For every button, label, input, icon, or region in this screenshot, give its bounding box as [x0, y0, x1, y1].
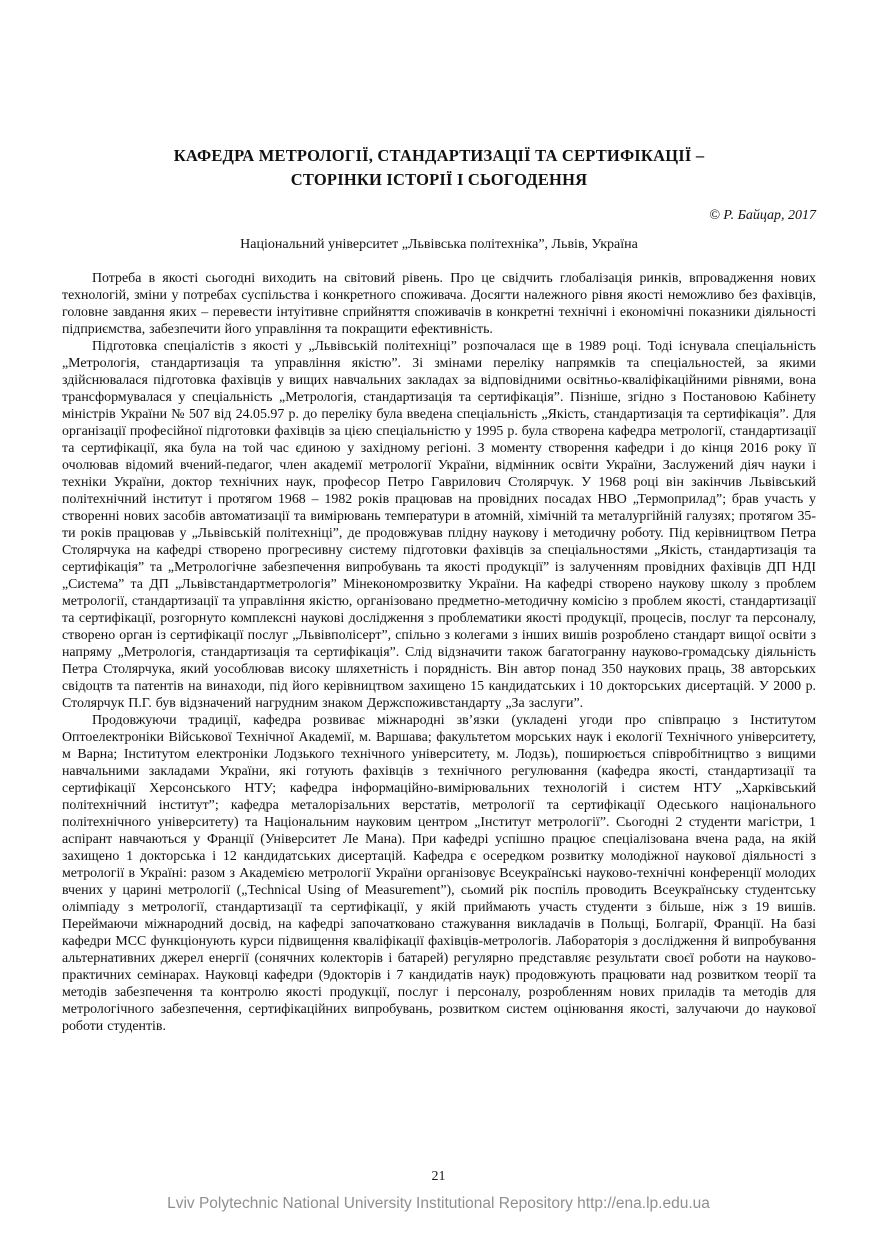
- paragraph-history: Підготовка спеціалістів з якості у „Львівській політехніці” розпочалася ще в 1989 році. Тоді існувала спеціальність „Метрологія, стандартизація та управління якістю”. Зі змінами переліку напрямків та спеціальностей, за якими здійснювалася підготовка фахівців у вищих навчальних закладах за відповідними освітньо-кваліфікаційними рівнями, вона трансформувалася у спеціальність „Метрологія, стандартизація та сертифікація”. Пізніше, згідно з Постановою Кабінету міністрів України № 507 від 24.05.97 р. до переліку була введена спеціальність „Якість, стандартизація та сертифікація”. Для організації професійної підготовки фахівців за цією спеціальністю у 1995 р. була створена кафедра метрології, стандартизації та сертифікації, яка була на той час єдиною у західному регіоні. З моменту створення кафедри і до кінця 2016 року її очолював відомий вчений-педагог, член академії метрології України, відмінник освіти України, Заслужений діяч науки і техніки України, доктор технічних наук, професор Петро Гаврилович Столярчук. У 1968 році він закінчив Львівський політехнічний інститут і протягом 1968 – 1982 років працював на провідних посадах НВО „Термоприлад”; брав участь у створенні нових засобів автоматизації та вимірювань температури в атомній, хімічній та металургійній галузях; протягом 35-ти років працював у „Львівській політехніці”, де продовжував плідну наукову і методичну роботу. Під керівництвом Петра Столярчука на кафедрі створено прогресивну систему підготовки фахівців за спеціальностями „Якість, стандартизація та сертифікація” та „Метрологічне забезпечення випробувань та якості продукції” із залученням провідних фахівців ДП НДІ „Система” та ДП „Львівстандартметрологія” Мінекономрозвитку України. На кафедрі створено наукову школу з проблем метрології, стандартизації та управління якістю, організовано предметно-методичну комісію з проблем якості, стандартизації та сертифікації, розгорнуто комплексні наукові дослідження з проблематики якості продукції, процесів, послуг та персоналу, створено орган із сертифікації послуг „Львівполісерт”, спільно з колегами з інших вишів розроблено стандарт вищої освіти з напряму „Метрологія, стандартизація та сертифікація”. Слід відзначити також багатогранну науково-громадську діяльність Петра Столярчука, який уособлював високу шляхетність і порядність. Він автор понад 350 наукових праць, 38 авторських свідоцтв та патентів на винаходи, під його керівництвом захищено 15 кандидатських і 10 докторських дисертацій. У 2000 р. Столярчук П.Г. був відзначений нагрудним знаком Держспоживстандарту „За заслуги”.: [62, 339, 816, 711]
- copyright-line: © Р. Байцар, 2017: [709, 208, 816, 223]
- page-title: [62, 144, 816, 192]
- affiliation-line: Національний університет „Львівська політехніка”, Львів, Україна: [240, 237, 638, 252]
- repository-footer: Lviv Polytechnic National University Institutional Repository http://ena.lp.edu.ua: [167, 1195, 710, 1212]
- article-body: [62, 270, 816, 1035]
- title-line-1: КАФЕДРА МЕТРОЛОГІЇ, СТАНДАРТИЗАЦІЇ ТА СЕРТИФІКАЦІЇ –: [173, 146, 705, 165]
- paragraph-intro: Потреба в якості сьогодні виходить на світовий рівень. Про це свідчить глобалізація ринків, впровадження нових технологій, зміни у потребах суспільства і конкретного споживача. Досягти належного рівня якості неможливо без фахівців, головне завдання яких – перевести інтуітивне сприйняття споживачів в конкретні технічні і економічні показники діяльності підприємства, забезпечити його управління та покращити ефективність.: [62, 271, 816, 337]
- paragraph-present: Продовжуючи традиції, кафедра розвиває міжнародні зв’язки (укладені угоди про співпрацю з Інститутом Оптоелектроніки Військової Технічної Академії, м. Варшава; факультетом морських наук і екології Технічного університету, м Варна; Інститутом електроніки Лодзького технічного університету, м. Лодзь), поширюється співробітництво з вищими навчальними закладами України, які готують фахівців з технічного регулювання (кафедра якості, стандартизації та сертифікації Херсонського НТУ; кафедра інформаційно-вимірювальних технологій і систем НТУ „Харківський політехнічний інститут”; кафедра металорізальних верстатів, метрології та сертифікації Одеського національного політехнічного університету) та Національним науковим центром „Інститут метрології”. Сьогодні 2 студенти магістри, 1 аспірант навчаються у Франції (Університет Ле Мана). При кафедрі успішно працює спеціалізована вчена рада, на якій захищено 1 докторська і 12 кандидатських дисертацій. Кафедра є осередком розвитку молодіжної наукової діяльності з метрології в Україні: разом з Академією метрології України організовує Всеукраїнські науково-технічні конференції молодих вчених у царині метрології („Technical Using of Measurement”), сьомий рік поспіль проводить Всеукраїнську студентську олімпіаду з метрології, стандартизації та сертифікації, у якій приймають участь студенти з більше, ніж з 19 вишів. Переймаючи міжнародний досвід, на кафедрі започатковано стажування викладачів в Польщі, Болгарії, Франції. На базі кафедри МСС функціонують курси підвищення кваліфікації фахівців-метрологів. Лабораторія з дослідження й випробування альтернативних джерел енергії (сонячних колекторів і батарей) регулярно представляє результати своєї роботи на науково-практичних семінарах. Науковці кафедри (9докторів і 7 кандидатів наук) продовжують працювати над розвитком теорії та методів забезпечення та контролю якості продукції, послуг і персоналу, розробленням нових приладів та методів для метрологічного забезпечення, сертифікаційних випробувань, розвитком систем оцінювання якості, залучаючи до наукової роботи студентів.: [62, 713, 816, 1034]
- page-number: 21: [431, 1169, 446, 1184]
- title-line-2: СТОРІНКИ ІСТОРІЇ І СЬОГОДЕННЯ: [290, 170, 588, 189]
